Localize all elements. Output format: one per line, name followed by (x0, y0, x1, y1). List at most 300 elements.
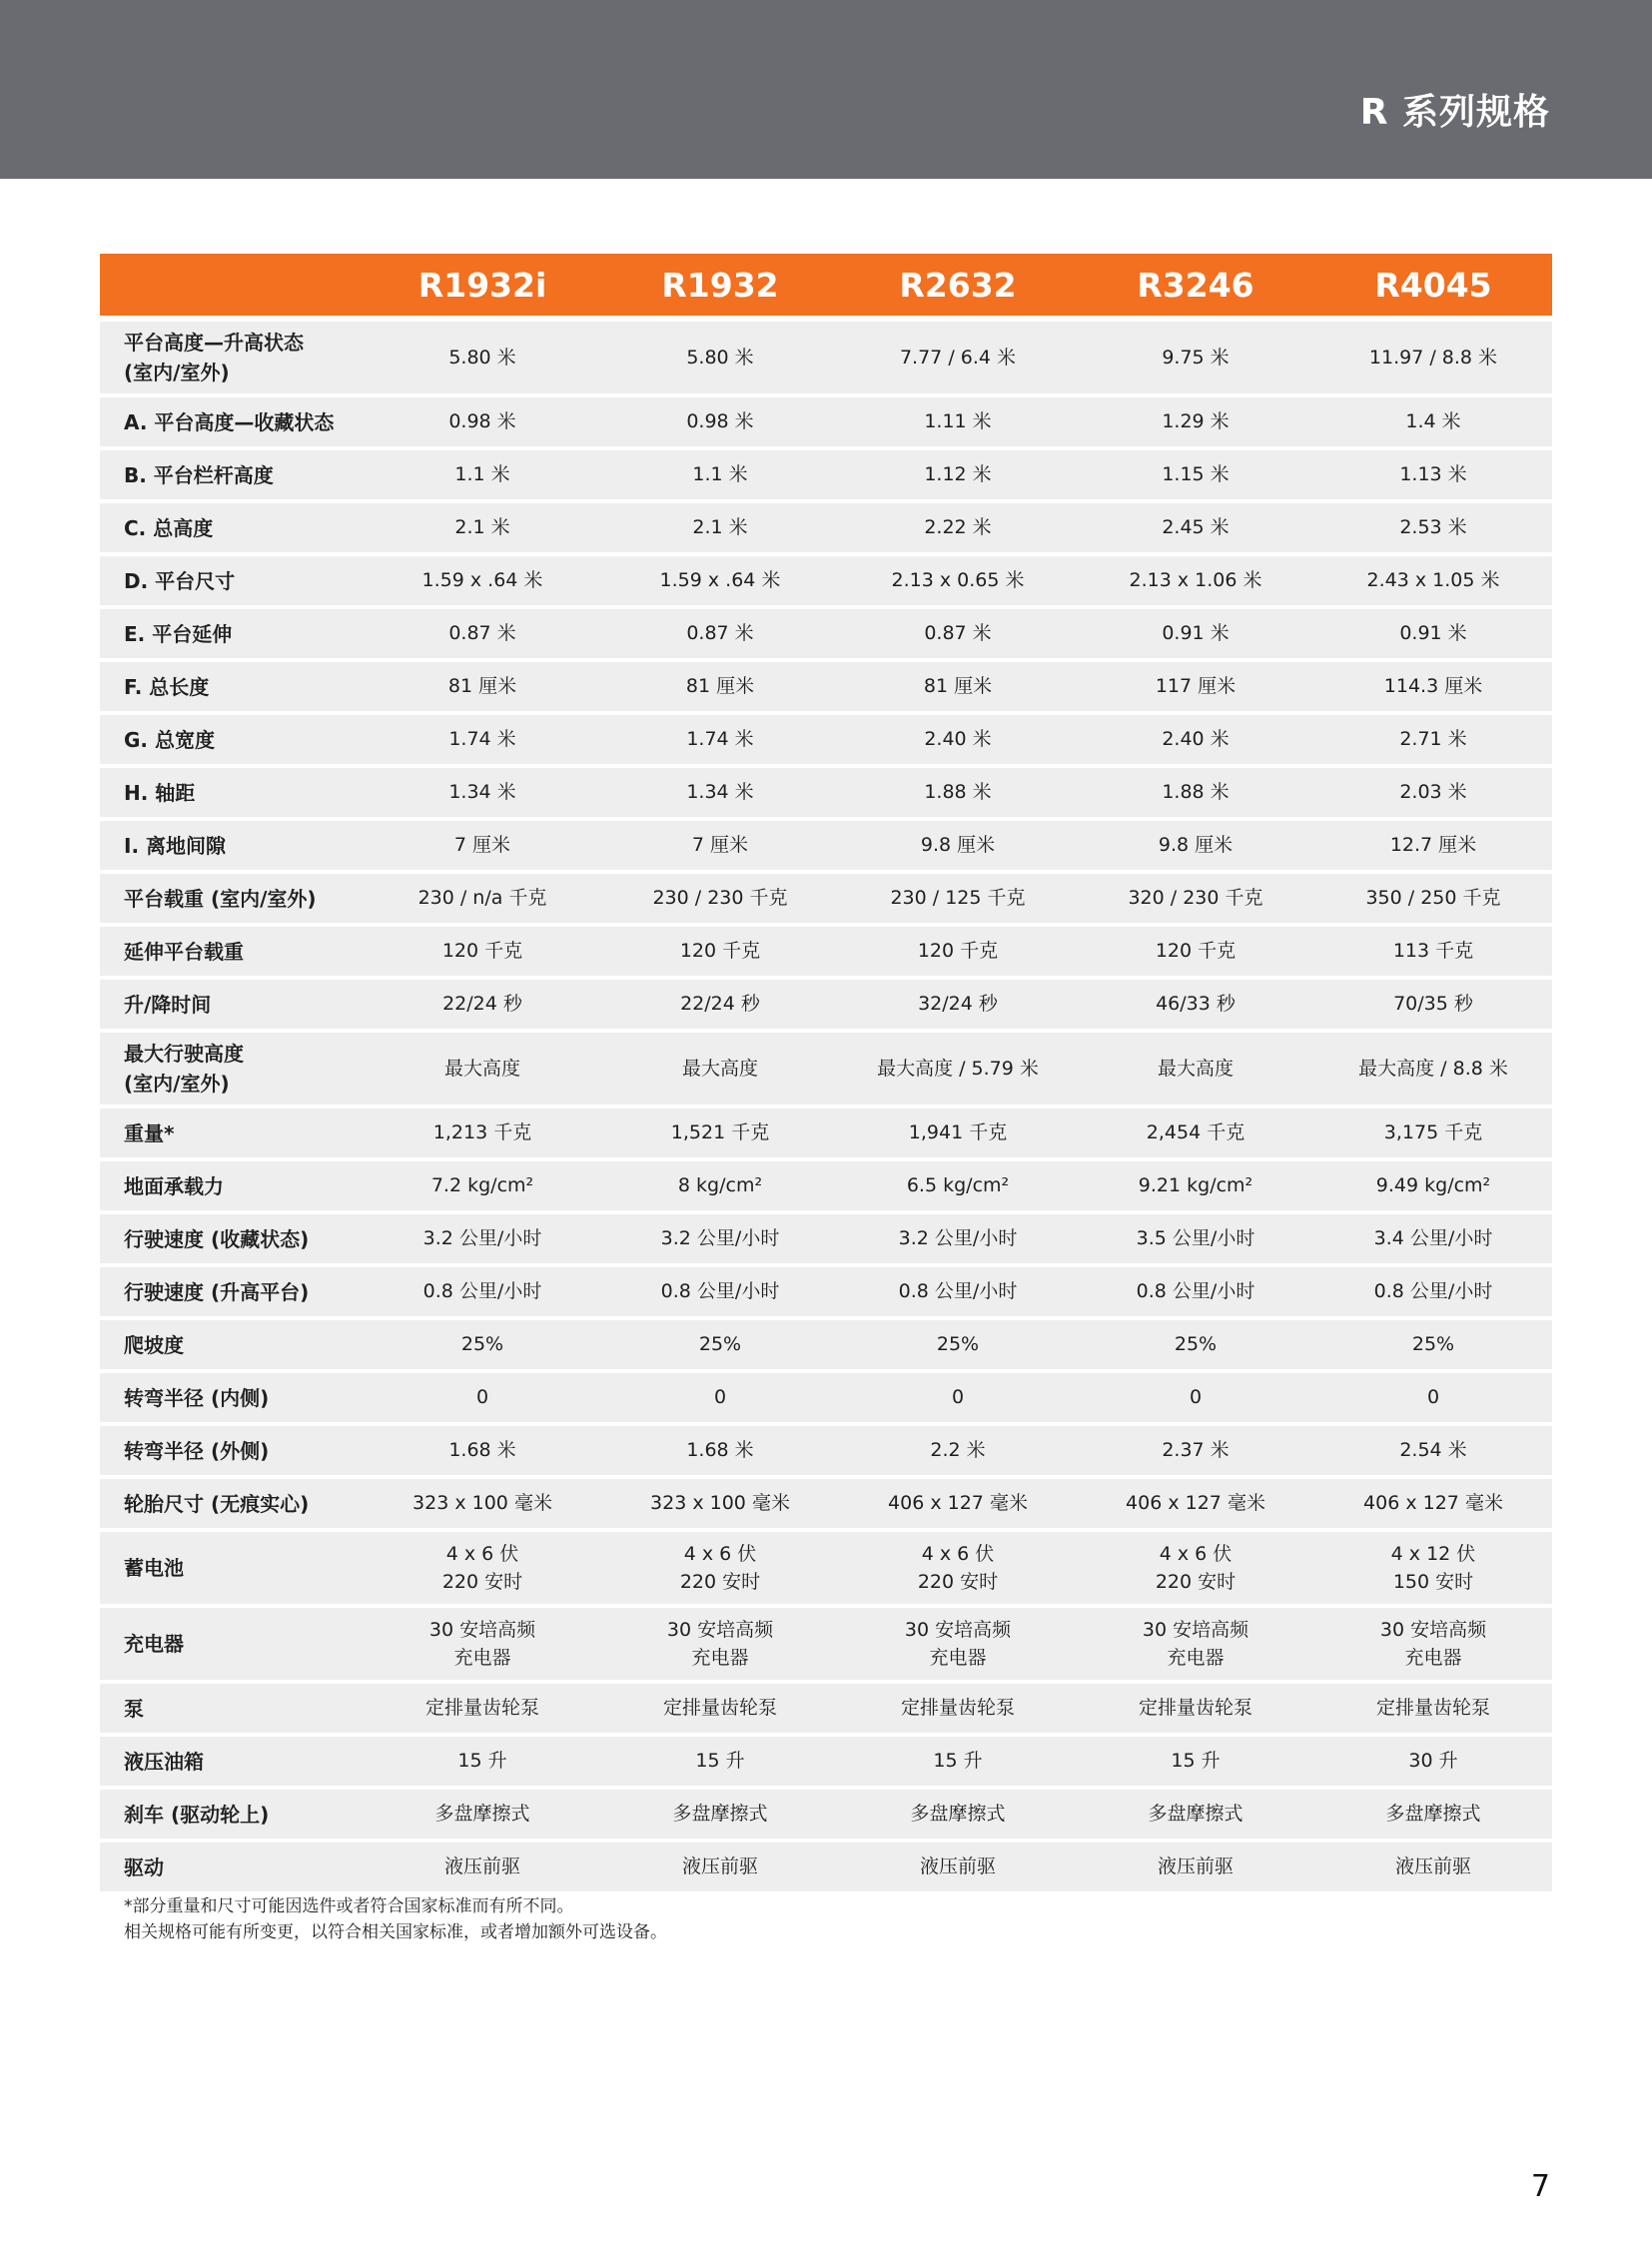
row-label (100, 1109, 364, 1161)
table-row (100, 556, 1552, 609)
cell-value: 2.2 米 (930, 1439, 986, 1462)
table-cell (839, 1320, 1077, 1373)
cell-value: 0.87 米 (448, 622, 516, 645)
table-cell (364, 1161, 601, 1214)
table-cell (364, 1373, 601, 1426)
row-label (100, 927, 364, 980)
table-cell (1314, 556, 1552, 609)
cell-value: 定排量齿轮泵 (662, 1697, 777, 1720)
cell-value: 1,213 千克 (432, 1121, 532, 1144)
row-label-line: 泵 (124, 1696, 144, 1721)
row-label (100, 1684, 364, 1737)
table-cell (601, 1214, 839, 1267)
table-cell (601, 503, 839, 556)
cell-value: 5.80 米 (448, 346, 516, 369)
cell-value: 350 / 250 千克 (1365, 887, 1501, 910)
row-label (100, 980, 364, 1033)
row-label-line: (室内/室外) (124, 361, 230, 384)
cell-value: 30 安培高频 (1379, 1618, 1487, 1641)
row-label-line: H. 轴距 (124, 780, 196, 805)
table-cell (601, 397, 839, 450)
table-cell (601, 609, 839, 662)
table-cell (601, 1161, 839, 1214)
cell-value: 充电器 (453, 1647, 511, 1669)
cell-value: 30 安培高频 (1142, 1618, 1249, 1641)
table-cell (364, 662, 601, 715)
table-body (100, 322, 1552, 1895)
cell-value: 1.15 米 (1162, 463, 1230, 486)
cell-value: 2.1 米 (454, 516, 510, 539)
cell-value: 定排量齿轮泵 (1375, 1697, 1490, 1720)
table-cell (1314, 1790, 1552, 1843)
row-label (100, 1373, 364, 1426)
table-row (100, 322, 1552, 397)
table-cell (364, 1426, 601, 1479)
table-cell (1077, 980, 1314, 1033)
table-cell (1077, 1843, 1314, 1895)
table-cell (364, 874, 601, 927)
table-cell (1314, 1426, 1552, 1479)
table-cell (839, 1033, 1077, 1109)
table-cell (364, 1267, 601, 1320)
table-cell (1077, 1479, 1314, 1532)
table-row (100, 503, 1552, 556)
column-header: R4045 (1314, 254, 1552, 322)
cell-value: 32/24 秒 (918, 993, 998, 1016)
cell-value: 液压前驱 (1394, 1856, 1471, 1878)
cell-value: 多盘摩擦式 (672, 1803, 768, 1826)
table-cell (839, 1790, 1077, 1843)
cell-value: 7.2 kg/cm² (430, 1174, 534, 1197)
cell-value: 0 (1189, 1386, 1203, 1409)
table-cell (601, 1532, 839, 1608)
column-header: R2632 (839, 254, 1077, 322)
cell-value: 30 安培高频 (904, 1618, 1012, 1641)
cell-value: 9.75 米 (1162, 346, 1230, 369)
cell-value: 406 x 127 毫米 (1126, 1492, 1265, 1515)
table-cell (839, 1373, 1077, 1426)
table-cell (1314, 450, 1552, 503)
cell-value: 液压前驱 (1157, 1856, 1234, 1878)
table-cell (839, 1532, 1077, 1608)
cell-value: 113 千克 (1392, 940, 1474, 963)
cell-value: 120 千克 (1155, 940, 1237, 963)
row-label (100, 450, 364, 503)
row-label (100, 1214, 364, 1267)
cell-value: 120 千克 (679, 940, 761, 963)
table-cell (1314, 1161, 1552, 1214)
table-cell (1077, 1790, 1314, 1843)
cell-value: 150 安时 (1392, 1571, 1474, 1593)
table-row (100, 1109, 1552, 1161)
table-cell (364, 1737, 601, 1790)
cell-value: 9.21 kg/cm² (1138, 1174, 1253, 1197)
cell-value: 2,454 千克 (1146, 1121, 1245, 1144)
table-cell (1314, 768, 1552, 821)
table-row (100, 1790, 1552, 1843)
table-cell (839, 503, 1077, 556)
table-cell (601, 1320, 839, 1373)
table-cell (839, 874, 1077, 927)
cell-value: 0.8 公里/小时 (898, 1280, 1018, 1303)
cell-value: 0.87 米 (686, 622, 754, 645)
cell-value: 液压前驱 (681, 1856, 758, 1878)
cell-value: 2.40 米 (924, 728, 992, 751)
row-label (100, 662, 364, 715)
table-cell (839, 1479, 1077, 1532)
table-cell (839, 1426, 1077, 1479)
cell-value: 3.2 公里/小时 (660, 1227, 780, 1250)
cell-value: 多盘摩擦式 (434, 1803, 530, 1826)
cell-value: 15 升 (695, 1750, 745, 1773)
table-cell (601, 768, 839, 821)
table-cell (1077, 1373, 1314, 1426)
table-cell (1314, 662, 1552, 715)
table-cell (1314, 1109, 1552, 1161)
table-cell (364, 1109, 601, 1161)
row-label (100, 1790, 364, 1843)
cell-value: 1,521 千克 (670, 1121, 770, 1144)
cell-value: 320 / 230 千克 (1128, 887, 1263, 910)
row-label-line: 平台高度—升高状态 (124, 331, 304, 355)
table-cell (1077, 1608, 1314, 1684)
table-row (100, 1479, 1552, 1532)
table-cell (364, 768, 601, 821)
table-row (100, 1320, 1552, 1373)
table-cell (364, 715, 601, 768)
cell-value: 114.3 厘米 (1383, 675, 1483, 698)
table-cell (601, 322, 839, 397)
cell-value: 22/24 秒 (680, 993, 760, 1016)
cell-value: 1.88 米 (1162, 781, 1230, 804)
table-cell (364, 503, 601, 556)
row-label-line: C. 总高度 (124, 515, 214, 540)
cell-value: 6.5 kg/cm² (906, 1174, 1010, 1197)
cell-value: 2.43 x 1.05 米 (1366, 569, 1500, 592)
page-title: R 系列规格 (1359, 92, 1550, 133)
column-header: R3246 (1077, 254, 1314, 322)
cell-value: 7.77 / 6.4 米 (899, 346, 1017, 369)
cell-value: 0.8 公里/小时 (422, 1280, 542, 1303)
table-cell (839, 450, 1077, 503)
row-label-line: 轮胎尺寸 (无痕实心) (124, 1491, 310, 1516)
table-row (100, 662, 1552, 715)
cell-value: 0.87 米 (924, 622, 992, 645)
cell-value: 2.40 米 (1162, 728, 1230, 751)
table-cell (1314, 322, 1552, 397)
table-cell (839, 397, 1077, 450)
table-row (100, 609, 1552, 662)
page-number: 7 (1530, 2169, 1550, 2204)
cell-value: 81 厘米 (923, 675, 993, 698)
table-cell (601, 1790, 839, 1843)
table-cell (1077, 821, 1314, 874)
cell-value: 406 x 127 毫米 (888, 1492, 1028, 1515)
table-row (100, 450, 1552, 503)
cell-value: 液压前驱 (919, 1856, 996, 1878)
row-label (100, 1737, 364, 1790)
table-cell (364, 397, 601, 450)
cell-value: 2.03 米 (1399, 781, 1467, 804)
table-cell (1077, 1684, 1314, 1737)
cell-value: 120 千克 (441, 940, 523, 963)
header-blank-cell (100, 254, 364, 322)
table-cell (839, 1684, 1077, 1737)
cell-value: 2.53 米 (1399, 516, 1467, 539)
row-label-line: B. 平台栏杆高度 (124, 462, 274, 487)
table-cell (1314, 1843, 1552, 1895)
cell-value: 最大高度 / 5.79 米 (877, 1057, 1039, 1080)
row-label (100, 1843, 364, 1895)
row-label-line: 最大行驶高度 (124, 1042, 244, 1066)
table-cell (1077, 1737, 1314, 1790)
row-label-line: D. 平台尺寸 (124, 568, 236, 593)
table-cell (1077, 397, 1314, 450)
cell-value: 1.11 米 (924, 410, 992, 433)
table-cell (1314, 715, 1552, 768)
table-cell (364, 450, 601, 503)
cell-value: 最大高度 (443, 1057, 520, 1080)
cell-value: 多盘摩擦式 (1148, 1803, 1243, 1826)
cell-value: 0 (1426, 1386, 1440, 1409)
table-cell (1077, 1267, 1314, 1320)
cell-value: 220 安时 (441, 1571, 523, 1593)
cell-value: 定排量齿轮泵 (1138, 1697, 1252, 1720)
row-label (100, 609, 364, 662)
cell-value: 2.37 米 (1162, 1439, 1230, 1462)
table-cell (601, 1684, 839, 1737)
cell-value: 9.8 厘米 (920, 834, 996, 857)
cell-value: 9.49 kg/cm² (1375, 1174, 1491, 1197)
row-label-line: 刹车 (驱动轮上) (124, 1802, 270, 1827)
cell-value: 0.8 公里/小时 (1373, 1280, 1493, 1303)
cell-value: 323 x 100 毫米 (650, 1492, 790, 1515)
table-cell (839, 1109, 1077, 1161)
cell-value: 25% (936, 1333, 980, 1356)
table-row (100, 821, 1552, 874)
table-cell (839, 821, 1077, 874)
table-cell (601, 821, 839, 874)
table-row (100, 1033, 1552, 1109)
top-banner (0, 0, 1652, 179)
table-cell (1314, 1737, 1552, 1790)
table-row (100, 768, 1552, 821)
cell-value: 81 厘米 (685, 675, 755, 698)
cell-value: 8 kg/cm² (677, 1174, 763, 1197)
row-label (100, 715, 364, 768)
cell-value: 0 (713, 1386, 727, 1409)
table-cell (839, 1737, 1077, 1790)
cell-value: 25% (460, 1333, 504, 1356)
table-cell (1077, 556, 1314, 609)
cell-value: 4 x 12 伏 (1390, 1542, 1476, 1565)
cell-value: 最大高度 / 8.8 米 (1358, 1057, 1508, 1080)
table-cell (601, 874, 839, 927)
table-cell (364, 556, 601, 609)
cell-value: 4 x 6 伏 (445, 1542, 519, 1565)
table-cell (364, 980, 601, 1033)
column-header: R1932i (364, 254, 601, 322)
table-row (100, 1267, 1552, 1320)
table-row (100, 1373, 1552, 1426)
cell-value: 22/24 秒 (442, 993, 522, 1016)
table-cell (601, 1843, 839, 1895)
table-cell (1314, 1373, 1552, 1426)
cell-value: 2.1 米 (692, 516, 748, 539)
table-cell (364, 322, 601, 397)
cell-value: 充电器 (1167, 1647, 1225, 1669)
table-row (100, 1532, 1552, 1608)
cell-value: 0.91 米 (1399, 622, 1467, 645)
table-row (100, 980, 1552, 1033)
cell-value: 4 x 6 伏 (683, 1542, 757, 1565)
cell-value: 3.4 公里/小时 (1373, 1227, 1493, 1250)
table-cell (364, 927, 601, 980)
row-label-line: (室内/室外) (124, 1072, 230, 1096)
cell-value: 最大高度 (681, 1057, 758, 1080)
cell-value: 2.13 x 0.65 米 (891, 569, 1025, 592)
cell-value: 4 x 6 伏 (921, 1542, 995, 1565)
cell-value: 7 厘米 (453, 834, 511, 857)
table-cell (364, 1684, 601, 1737)
cell-value: 0.8 公里/小时 (1136, 1280, 1255, 1303)
table-cell (601, 980, 839, 1033)
table-cell (1314, 1479, 1552, 1532)
row-label-line: 驱动 (124, 1855, 164, 1879)
table-row (100, 1684, 1552, 1737)
row-label-line: 地面承载力 (124, 1173, 224, 1198)
table-cell (1077, 768, 1314, 821)
cell-value: 0 (951, 1386, 965, 1409)
table-cell (601, 1426, 839, 1479)
table-cell (839, 556, 1077, 609)
table-cell (364, 1608, 601, 1684)
table-cell (1314, 1684, 1552, 1737)
table-cell (601, 1479, 839, 1532)
cell-value: 最大高度 (1157, 1057, 1234, 1080)
cell-value: 15 升 (457, 1750, 507, 1773)
cell-value: 30 安培高频 (666, 1618, 774, 1641)
table-row (100, 1737, 1552, 1790)
table-cell (1314, 1532, 1552, 1608)
table-cell (1077, 1426, 1314, 1479)
table-cell (1314, 821, 1552, 874)
table-cell (1077, 322, 1314, 397)
table-cell (364, 1320, 601, 1373)
table-cell (1314, 874, 1552, 927)
cell-value: 3.5 公里/小时 (1136, 1227, 1255, 1250)
table-cell (839, 1161, 1077, 1214)
cell-value: 220 安时 (1155, 1571, 1237, 1593)
cell-value: 5.80 米 (686, 346, 754, 369)
cell-value: 液压前驱 (443, 1856, 520, 1878)
table-cell (1077, 503, 1314, 556)
row-label (100, 397, 364, 450)
table-cell (1077, 1033, 1314, 1109)
table-cell (601, 662, 839, 715)
footnote (124, 1893, 667, 1946)
cell-value: 230 / n/a 千克 (417, 887, 547, 910)
cell-value: 1.68 米 (448, 1439, 516, 1462)
row-label-line: 行驶速度 (升高平台) (124, 1279, 310, 1304)
table-cell (839, 1843, 1077, 1895)
cell-value: 3,175 千克 (1383, 1121, 1483, 1144)
cell-value: 1.34 米 (448, 781, 516, 804)
cell-value: 7 厘米 (691, 834, 749, 857)
table-cell (839, 322, 1077, 397)
row-label-line: 行驶速度 (收藏状态) (124, 1226, 310, 1251)
cell-value: 2.13 x 1.06 米 (1129, 569, 1262, 592)
table-cell (1077, 1214, 1314, 1267)
table-row (100, 927, 1552, 980)
table-row (100, 1843, 1552, 1895)
cell-value: 2.71 米 (1399, 728, 1467, 751)
row-label (100, 1267, 364, 1320)
cell-value: 多盘摩擦式 (1385, 1803, 1481, 1826)
row-label (100, 1033, 364, 1109)
cell-value: 70/35 秒 (1393, 993, 1473, 1016)
table-cell (601, 1373, 839, 1426)
row-label (100, 322, 364, 397)
table-cell (601, 1109, 839, 1161)
cell-value: 1.74 米 (686, 728, 754, 751)
table-cell (1077, 1161, 1314, 1214)
cell-value: 1.13 米 (1399, 463, 1467, 486)
row-label-line: E. 平台延伸 (124, 621, 233, 646)
row-label-line: I. 离地间隙 (124, 833, 227, 858)
cell-value: 0.8 公里/小时 (660, 1280, 780, 1303)
cell-value: 12.7 厘米 (1389, 834, 1477, 857)
table-cell (1314, 503, 1552, 556)
row-label (100, 1426, 364, 1479)
row-label (100, 503, 364, 556)
table-cell (364, 1790, 601, 1843)
cell-value: 2.45 米 (1162, 516, 1230, 539)
table-cell (1077, 715, 1314, 768)
row-label-line: 液压油箱 (124, 1749, 204, 1774)
cell-value: 11.97 / 8.8 米 (1368, 346, 1498, 369)
table-cell (1314, 1608, 1552, 1684)
table-cell (364, 1033, 601, 1109)
row-label-line: 平台载重 (室内/室外) (124, 886, 317, 911)
table-cell (1077, 927, 1314, 980)
cell-value: 0.98 米 (448, 410, 516, 433)
cell-value: 230 / 125 千克 (890, 887, 1026, 910)
table-cell (839, 927, 1077, 980)
cell-value: 0 (475, 1386, 489, 1409)
table-cell (1314, 1033, 1552, 1109)
table-cell (1314, 609, 1552, 662)
cell-value: 1,941 千克 (908, 1121, 1008, 1144)
cell-value: 3.2 公里/小时 (898, 1227, 1018, 1250)
cell-value: 充电器 (691, 1647, 749, 1669)
cell-value: 406 x 127 毫米 (1363, 1492, 1503, 1515)
row-label (100, 1320, 364, 1373)
table-cell (839, 980, 1077, 1033)
cell-value: 15 升 (1171, 1750, 1221, 1773)
table-cell (601, 1267, 839, 1320)
row-label (100, 1161, 364, 1214)
table-row (100, 1214, 1552, 1267)
row-label (100, 1608, 364, 1684)
table-cell (1314, 1214, 1552, 1267)
cell-value: 1.12 米 (924, 463, 992, 486)
table-cell (364, 1532, 601, 1608)
row-label-line: 升/降时间 (124, 992, 212, 1017)
table-row (100, 1161, 1552, 1214)
table-cell (1314, 1320, 1552, 1373)
table-cell (364, 821, 601, 874)
